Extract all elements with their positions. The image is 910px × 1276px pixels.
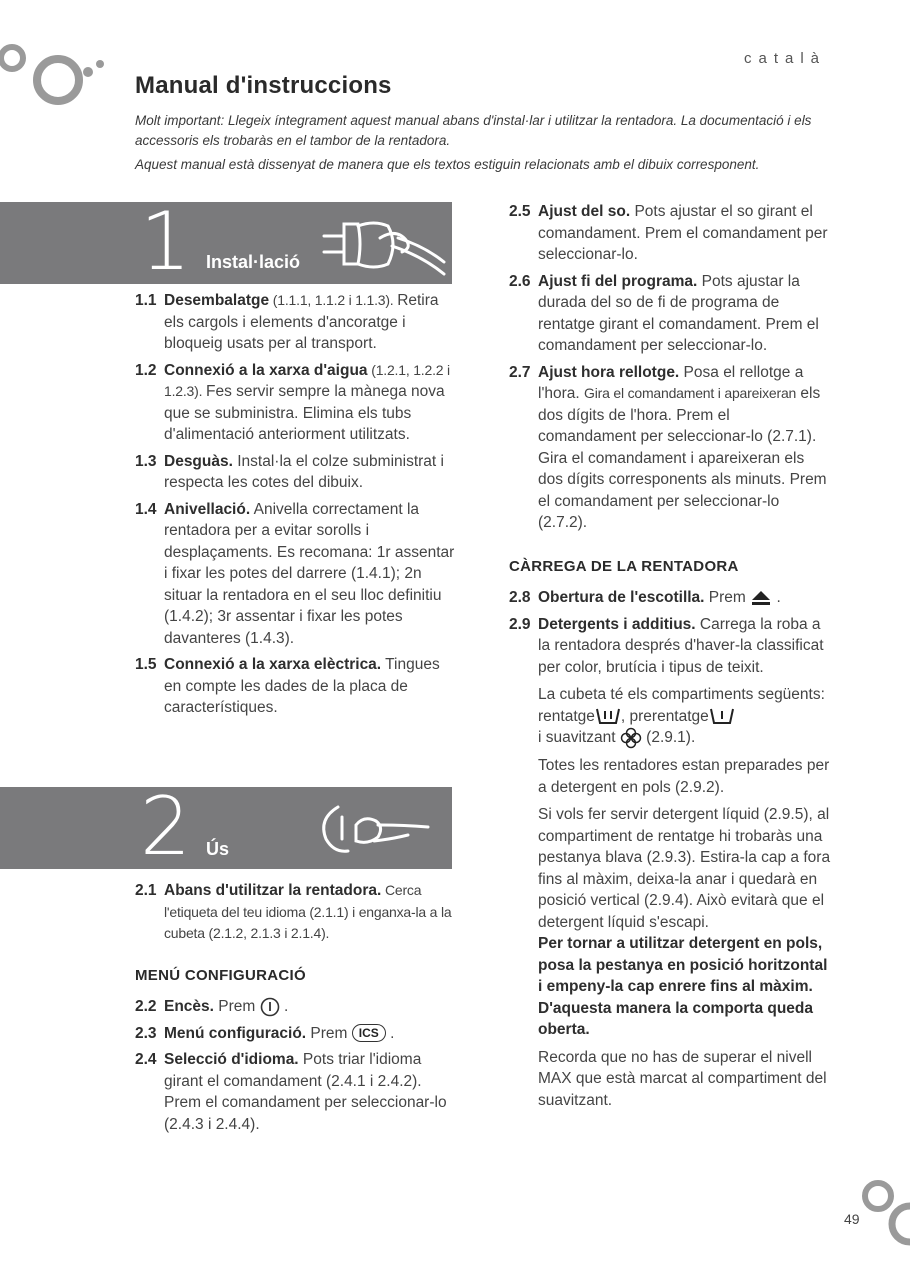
- max-level-paragraph: Recorda que no has de superar el nivell MAX que està marcat al compartiment del suavitzant.: [538, 1048, 827, 1109]
- list-item: 1.1 Desembalatge (1.1.1, 1.1.2 i 1.1.3). Retira els cargols i elements d'ancoratge i bloqueig usats per al transport.: [135, 292, 439, 352]
- list-item: 2.3 Menú configuració. Prem ICS .: [135, 1024, 395, 1042]
- list-item: 2.1 Abans d'utilitzar la rentadora. Cerca l'etiqueta del teu idioma (2.1.1) i enganxa-la a la cubeta (2.1.2, 2.1.3 i 2.1.4).: [135, 882, 452, 941]
- list-item: 2.4 Selecció d'idioma. Pots triar l'idioma girant el comandament (2.4.1 i 2.4.2). Prem el comandament per seleccionar-lo (2.4.3 i 2.4.4).: [135, 1051, 447, 1133]
- finger-press-button-icon: [312, 795, 436, 865]
- load-heading: CÀRREGA DE LA RENTADORA: [509, 557, 739, 575]
- liquid-paragraph: Si vols fer servir detergent líquid (2.9.5), al compartiment de rentatge hi trobaràs una pestanya blava (2.9.3). Estira-la cap a fora fins al màxim, deixa-la anar i quedarà en posició vertical (2.9.4). Això evitarà que el detergent líquid s'escapi.: [538, 806, 831, 931]
- compartments-paragraph: La cubeta té els compartiments següents: rentatge , prerentatge i suavitzant (2.9.1).: [509, 684, 831, 749]
- section-number: 2: [140, 780, 191, 873]
- ics-icon: ICS: [352, 1024, 386, 1042]
- powder-paragraph: Totes les rentadores estan preparades per a detergent en pols (2.9.2).: [538, 757, 830, 796]
- menu-config-heading: MENÚ CONFIGURACIÓ: [135, 966, 306, 984]
- powder-return-paragraph: Per tornar a utilitzar detergent en pols, posa la pestanya en posició horitzontal i empeny-la cap enrere fins al màxim. D'aquesta manera la comporta queda oberta.: [538, 935, 828, 1038]
- list-item: 2.7 Ajust hora rellotge. Posa el rellotge a l'hora. Gira el comandament i apareixeran els dos dígits de l'hora. Prem el comandament per seleccionar-lo (2.7.1). Gira el comandament i apareixeran els dos dígits corresponents als minuts. Prem el comandament per seleccionar-lo (2.7.2).: [509, 363, 827, 531]
- section-label: Ús: [206, 839, 230, 859]
- section-label: Instal·lació: [206, 252, 301, 272]
- list-item: 2.9 Detergents i additius. Carrega la roba a la rentadora després d'haver-la classificat per color, brutícia i tipus de teixit.: [509, 615, 824, 676]
- list-item: 1.4 Anivellació. Anivella correctament la rentadora per a evitar sorolls i desplaçaments. Es recomana: 1r assentar i fixar les potes del darrere (1.4.1); 2n situar la rentadora en el seu lloc definitiu (1.4.2); 3r assentar i fixar les potes davanteres (1.4.3).: [135, 500, 455, 647]
- plug-icon: [322, 216, 446, 276]
- decorative-circles-icon: [858, 1176, 910, 1276]
- list-item: 1.3 Desguàs. Instal·la el colze subministrat i respecta les cotes del dibuix.: [135, 452, 444, 491]
- softener-flower-icon: [620, 727, 642, 749]
- right-column: [509, 201, 831, 1117]
- page-title: Manual d'instruccions: [135, 72, 392, 99]
- list-item: 2.8 Obertura de l'escotilla. Prem .: [509, 589, 781, 606]
- installation-list: [135, 290, 455, 724]
- section-banner-usage: [0, 780, 452, 873]
- language-label: català: [744, 50, 827, 67]
- page-number: 49: [844, 1211, 860, 1227]
- section-number: 1: [140, 195, 191, 288]
- list-item: 1.5 Connexió a la xarxa elèctrica. Tingues en compte les dades de la placa de característiques.: [135, 656, 440, 716]
- intro-important: Molt important: Llegeix íntegrament aquest manual abans d'instal·lar i utilitzar la rentadora. La documentació i els accessoris els trobaràs en el tambor de la rentadora.: [135, 113, 812, 148]
- usage-list: [135, 880, 455, 1140]
- prewash-compartment-icon: [709, 707, 735, 725]
- intro-layout-note: Aquest manual està dissenyat de manera que els textos estiguin relacionats amb el dibuix corresponent.: [135, 157, 760, 172]
- power-icon: [260, 997, 280, 1017]
- eject-icon: [750, 589, 772, 607]
- list-item: 2.5 Ajust del so. Pots ajustar el so girant el comandament. Prem el comandament per seleccionar-lo.: [509, 203, 828, 263]
- list-item: 2.6 Ajust fi del programa. Pots ajustar la durada del so de fi de programa de rentatge girant el comandament. Prem el comandament per seleccionar-lo.: [509, 272, 819, 354]
- list-item: 2.2 Encès. Prem .: [135, 998, 289, 1015]
- brand-logo-icon: [0, 40, 110, 112]
- wash-compartment-icon: [595, 707, 621, 725]
- section-banner-installation: [0, 195, 452, 288]
- list-item: 1.2 Connexió a la xarxa d'aigua (1.2.1, 1.2.2 i 1.2.3). Fes servir sempre la mànega nova que se subministra. Elimina els tubs d'alimentació anteriorment utilitzats.: [135, 361, 450, 443]
